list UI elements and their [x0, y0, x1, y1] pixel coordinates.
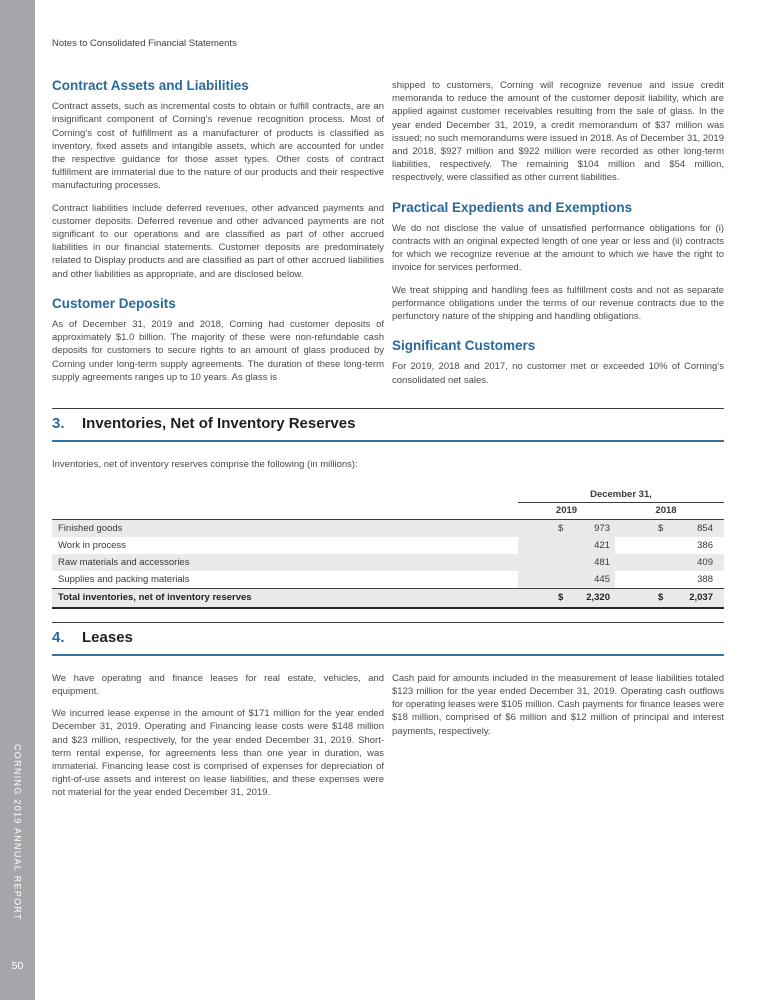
- page-content: [52, 0, 724, 809]
- paragraph-contract-assets-1: Contract assets, such as incremental costs to obtain or fulfill contracts, are an insignificant component of Corning’s revenue recognition process. Most of Corning’s cost of fulfillment as a manufacturer of products is classified as inventory, fixed assets and intangible assets, which are accounted for under the respective guidance for those asset types. Other costs of contract fulfillment are immaterial due to the nature of our products and their respective manufacturing processes.: [52, 101, 384, 192]
- table-year-2018: 2018: [655, 505, 677, 517]
- cell-2019: [518, 589, 615, 607]
- value-2019: 481: [594, 556, 610, 568]
- cell-2018: [620, 520, 724, 537]
- paragraph-contract-assets-2: Contract liabilities include deferred revenues, other advanced payments and customer deposits. Deferred revenue and other advanced payments are not significant to our operations and are classified as part of other accrued liabilities in our financial statements. Customer deposits are predominately related to Display products and are classified as part of other accrued liabilities and other liabilities as appropriate, and are disclosed below.: [52, 202, 384, 280]
- paragraph-practical-expedients-2: We treat shipping and handling fees as fulfillment costs and not as separate performance obligations under the terms of our revenue contracts due to the perfunctory nature of the shipping and handling obligations.: [392, 284, 724, 323]
- heading-significant-customers: Significant Customers: [392, 338, 536, 354]
- row-label: Supplies and packing materials: [58, 573, 190, 585]
- left-column: [52, 79, 384, 396]
- dollar-sign: $: [558, 522, 564, 534]
- table-row: [52, 520, 724, 537]
- table-row: [52, 537, 724, 554]
- cell-2019: [518, 520, 615, 537]
- page-number: 50: [11, 960, 24, 972]
- value-2019: 421: [594, 539, 610, 551]
- table-column-group-row: [52, 488, 724, 503]
- dollar-sign: $: [658, 592, 664, 604]
- section-3-number: 3.: [52, 414, 65, 432]
- table-row: [52, 554, 724, 571]
- table-year-2019: 2019: [555, 505, 578, 517]
- cell-2018: [620, 589, 724, 607]
- table-total-row: [52, 588, 724, 609]
- inventory-table-intro: Inventories, net of inventory reserves comprise the following (in millions):: [52, 458, 358, 470]
- value-2019: 973: [594, 522, 610, 534]
- value-2019: 445: [594, 573, 610, 585]
- section-3-title: Inventories, Net of Inventory Reserves: [82, 414, 356, 432]
- paragraph-leases-2: We incurred lease expense in the amount of $171 million for the year ended December 31, 2019. Operating and Financing lease costs were $148 million and $23 million, respectively, for the year ended December 31, 2019. Short-term rental expense, for agreements less than one year in duration, was immaterial. Financing lease cost is comprised of expenses for depreciation of right-of-use assets and interest on lease liabilities, and these expenses were not material for the year ended December 31, 2019.: [52, 708, 384, 799]
- dollar-sign: $: [558, 592, 564, 604]
- value-2019: 2,320: [586, 592, 610, 604]
- section-4-title: Leases: [82, 628, 133, 646]
- heading-contract-assets: Contract Assets and Liabilities: [52, 78, 249, 93]
- right-column: [392, 79, 724, 396]
- row-label: Total inventories, net of inventory reserves: [58, 592, 252, 604]
- cell-2019: [518, 554, 615, 571]
- left-column: [52, 672, 384, 809]
- row-label: Raw materials and accessories: [58, 556, 190, 568]
- paragraph-leases-1: We have operating and finance leases for real estate, vehicles, and equipment.: [52, 672, 384, 697]
- value-2018: 854: [697, 522, 713, 534]
- table-year-header-row: [52, 503, 724, 520]
- section-3-heading: [52, 408, 724, 442]
- dollar-sign: $: [658, 522, 664, 534]
- right-column: [392, 672, 724, 809]
- section-4-heading: [52, 622, 724, 656]
- table-row: [52, 571, 724, 588]
- paragraph-practical-expedients-1: We do not disclose the value of unsatisfied performance obligations for (i) contracts with an original expected length of one year or less and (ii) contracts for which we recognize revenue at the amount to which we have the right to invoice for services performed.: [392, 222, 724, 274]
- row-label: Finished goods: [58, 522, 123, 534]
- sidebar-report-title: CORNING 2019 ANNUAL REPORT: [12, 744, 23, 921]
- value-2018: 409: [697, 556, 713, 568]
- paragraph-significant-customers-1: For 2019, 2018 and 2017, no customer met or exceeded 10% of Corning’s consolidated net sales.: [392, 361, 724, 386]
- sidebar-band: [0, 0, 35, 1000]
- section-4-number: 4.: [52, 628, 65, 646]
- paragraph-leases-3: Cash paid for amounts included in the measurement of lease liabilities totaled $123 million for the year ended December 31, 2019. Operating cash outflows for operating leases were $105 million. Cash payments for finance leases were $18 million, comprised of $6 million and $12 million of principal and interest payments, respectively.: [392, 672, 724, 737]
- leases-columns: [52, 672, 724, 809]
- cell-2018: [620, 554, 724, 571]
- value-2018: 386: [697, 539, 713, 551]
- cell-2018: [620, 537, 724, 554]
- revenue-notes-columns: [52, 79, 724, 396]
- running-header: Notes to Consolidated Financial Statements: [52, 38, 237, 49]
- paragraph-customer-deposits-1: As of December 31, 2019 and 2018, Corning had customer deposits of approximately $1.0 billion. The majority of these were non-refundable cash deposits for customers to secure rights to an amount of glass produced by Corning under long-term supply agreements. The duration of these long-term supply agreements ranges up to 10 years. As glass is: [52, 318, 384, 383]
- cell-2019: [518, 537, 615, 554]
- paragraph-customer-deposits-continued: shipped to customers, Corning will recognize revenue and issue credit memoranda to reduce the amount of the customer deposit liability, which are applied against customer receivables resulting from the sale of glass. In the year ended December 31, 2019, a credit memorandum of $37 million was issued; no such memorandums were issued in 2018. As of December 31, 2019 and 2018, $927 million and $922 million were recorded as other long-term liabilities, respectively. The remaining $104 million and $54 million, respectively, were classified as other current liabilities.: [392, 80, 724, 184]
- value-2018: 2,037: [689, 592, 713, 604]
- heading-customer-deposits: Customer Deposits: [52, 295, 176, 311]
- value-2018: 388: [697, 573, 713, 585]
- cell-2019: [518, 571, 615, 588]
- inventory-table: [52, 488, 724, 609]
- heading-practical-expedients: Practical Expedients and Exemptions: [392, 199, 633, 215]
- row-label: Work in process: [58, 539, 126, 551]
- table-col-group-header: December 31,: [518, 488, 724, 503]
- cell-2018: [620, 571, 724, 588]
